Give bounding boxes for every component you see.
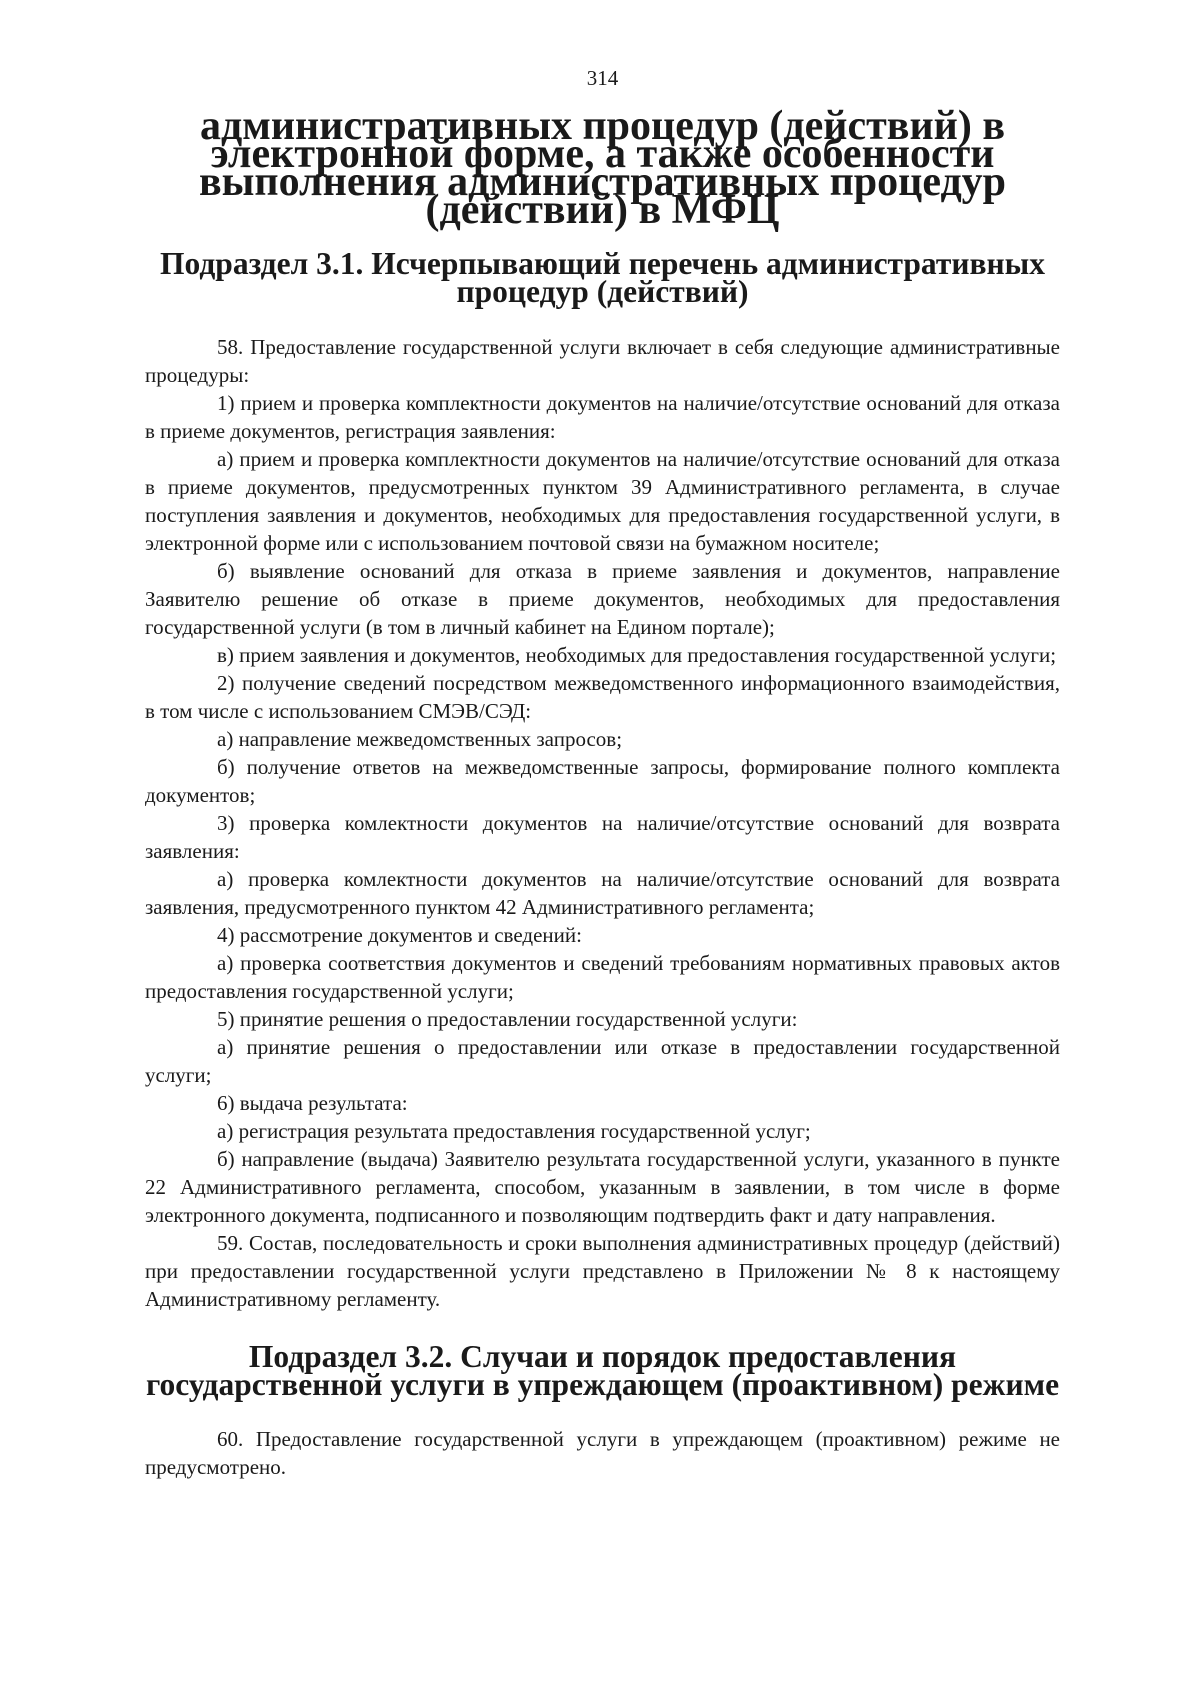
paragraph: 5) принятие решения о предоставлении государственной услуги: xyxy=(217,1007,798,1031)
paragraph: 60. Предоставление государственной услуги в упреждающем (проактивном) режиме не предусмотрено. xyxy=(145,1427,1060,1479)
paragraph: а) проверка соответствия документов и сведений требованиям нормативных правовых актов предоставления государственной услуги; xyxy=(145,951,1060,1003)
paragraph: б) направление (выдача) Заявителю результата государственной услуги, указанного в пункте 22 Административного регламента, способом, указанным в заявлении, в том числе в форме электронного документа, подписанного и позволяющим подтвердить факт и дату направления. xyxy=(145,1147,1060,1227)
paragraph: 4) рассмотрение документов и сведений: xyxy=(217,923,582,947)
paragraph: 59. Состав, последовательность и сроки выполнения административных процедур (действий) при предоставлении государственной услуги представлено в Приложении № 8 к настоящему Административному регламенту. xyxy=(145,1231,1060,1311)
paragraph: 2) получение сведений посредством межведомственного информационного взаимодействия, в том числе с использованием СМЭВ/СЭД: xyxy=(145,671,1060,723)
paragraph: а) направление межведомственных запросов; xyxy=(217,727,623,751)
paragraph: а) принятие решения о предоставлении или отказе в предоставлении государственной услуги; xyxy=(145,1035,1060,1087)
subsection-title: Подраздел 3.1. Исчерпывающий перечень административных процедур (действий) xyxy=(160,246,1045,309)
paragraph: а) прием и проверка комплектности документов на наличие/отсутствие оснований для отказа в приеме документов, предусмотренных пунктом 39 Административного регламента, в случае поступления заявления и документов, необходимых для предоставления государственной услуги, в электронной форме или с использованием почтовой связи на бумажном носителе; xyxy=(145,447,1060,555)
paragraph: а) проверка комлектности документов на наличие/отсутствие оснований для возврата заявления, предусмотренного пунктом 42 Административного регламента; xyxy=(145,867,1060,919)
section-title: административных процедур (действий) в электронной форме, а также особенности выполнения административных процедур (действий) в МФЦ xyxy=(198,103,1007,233)
paragraph: а) регистрация результата предоставления государственной услуг; xyxy=(217,1119,811,1143)
page-number: 314 xyxy=(586,66,619,90)
paragraph: 58. Предоставление государственной услуги включает в себя следующие административные процедуры: xyxy=(145,335,1060,387)
subsection-title: Подраздел 3.2. Случаи и порядок предоставления государственной услуги в упреждающем (проактивном) режиме xyxy=(145,1339,1060,1402)
paragraph: в) прием заявления и документов, необходимых для предоставления государственной услуги; xyxy=(217,643,1057,667)
paragraph: б) получение ответов на межведомственные запросы, формирование полного комплекта документов; xyxy=(145,755,1060,807)
paragraph: 1) прием и проверка комплектности документов на наличие/отсутствие оснований для отказа в приеме документов, регистрация заявления: xyxy=(145,391,1060,443)
paragraph: б) выявление оснований для отказа в приеме заявления и документов, направление Заявителю решение об отказе в приеме документов, необходимых для предоставления государственной услуги (в том в личный кабинет на Едином портале); xyxy=(145,559,1060,639)
paragraph: 3) проверка комлектности документов на наличие/отсутствие оснований для возврата заявления: xyxy=(145,811,1060,863)
paragraph: 6) выдача результата: xyxy=(217,1091,408,1115)
